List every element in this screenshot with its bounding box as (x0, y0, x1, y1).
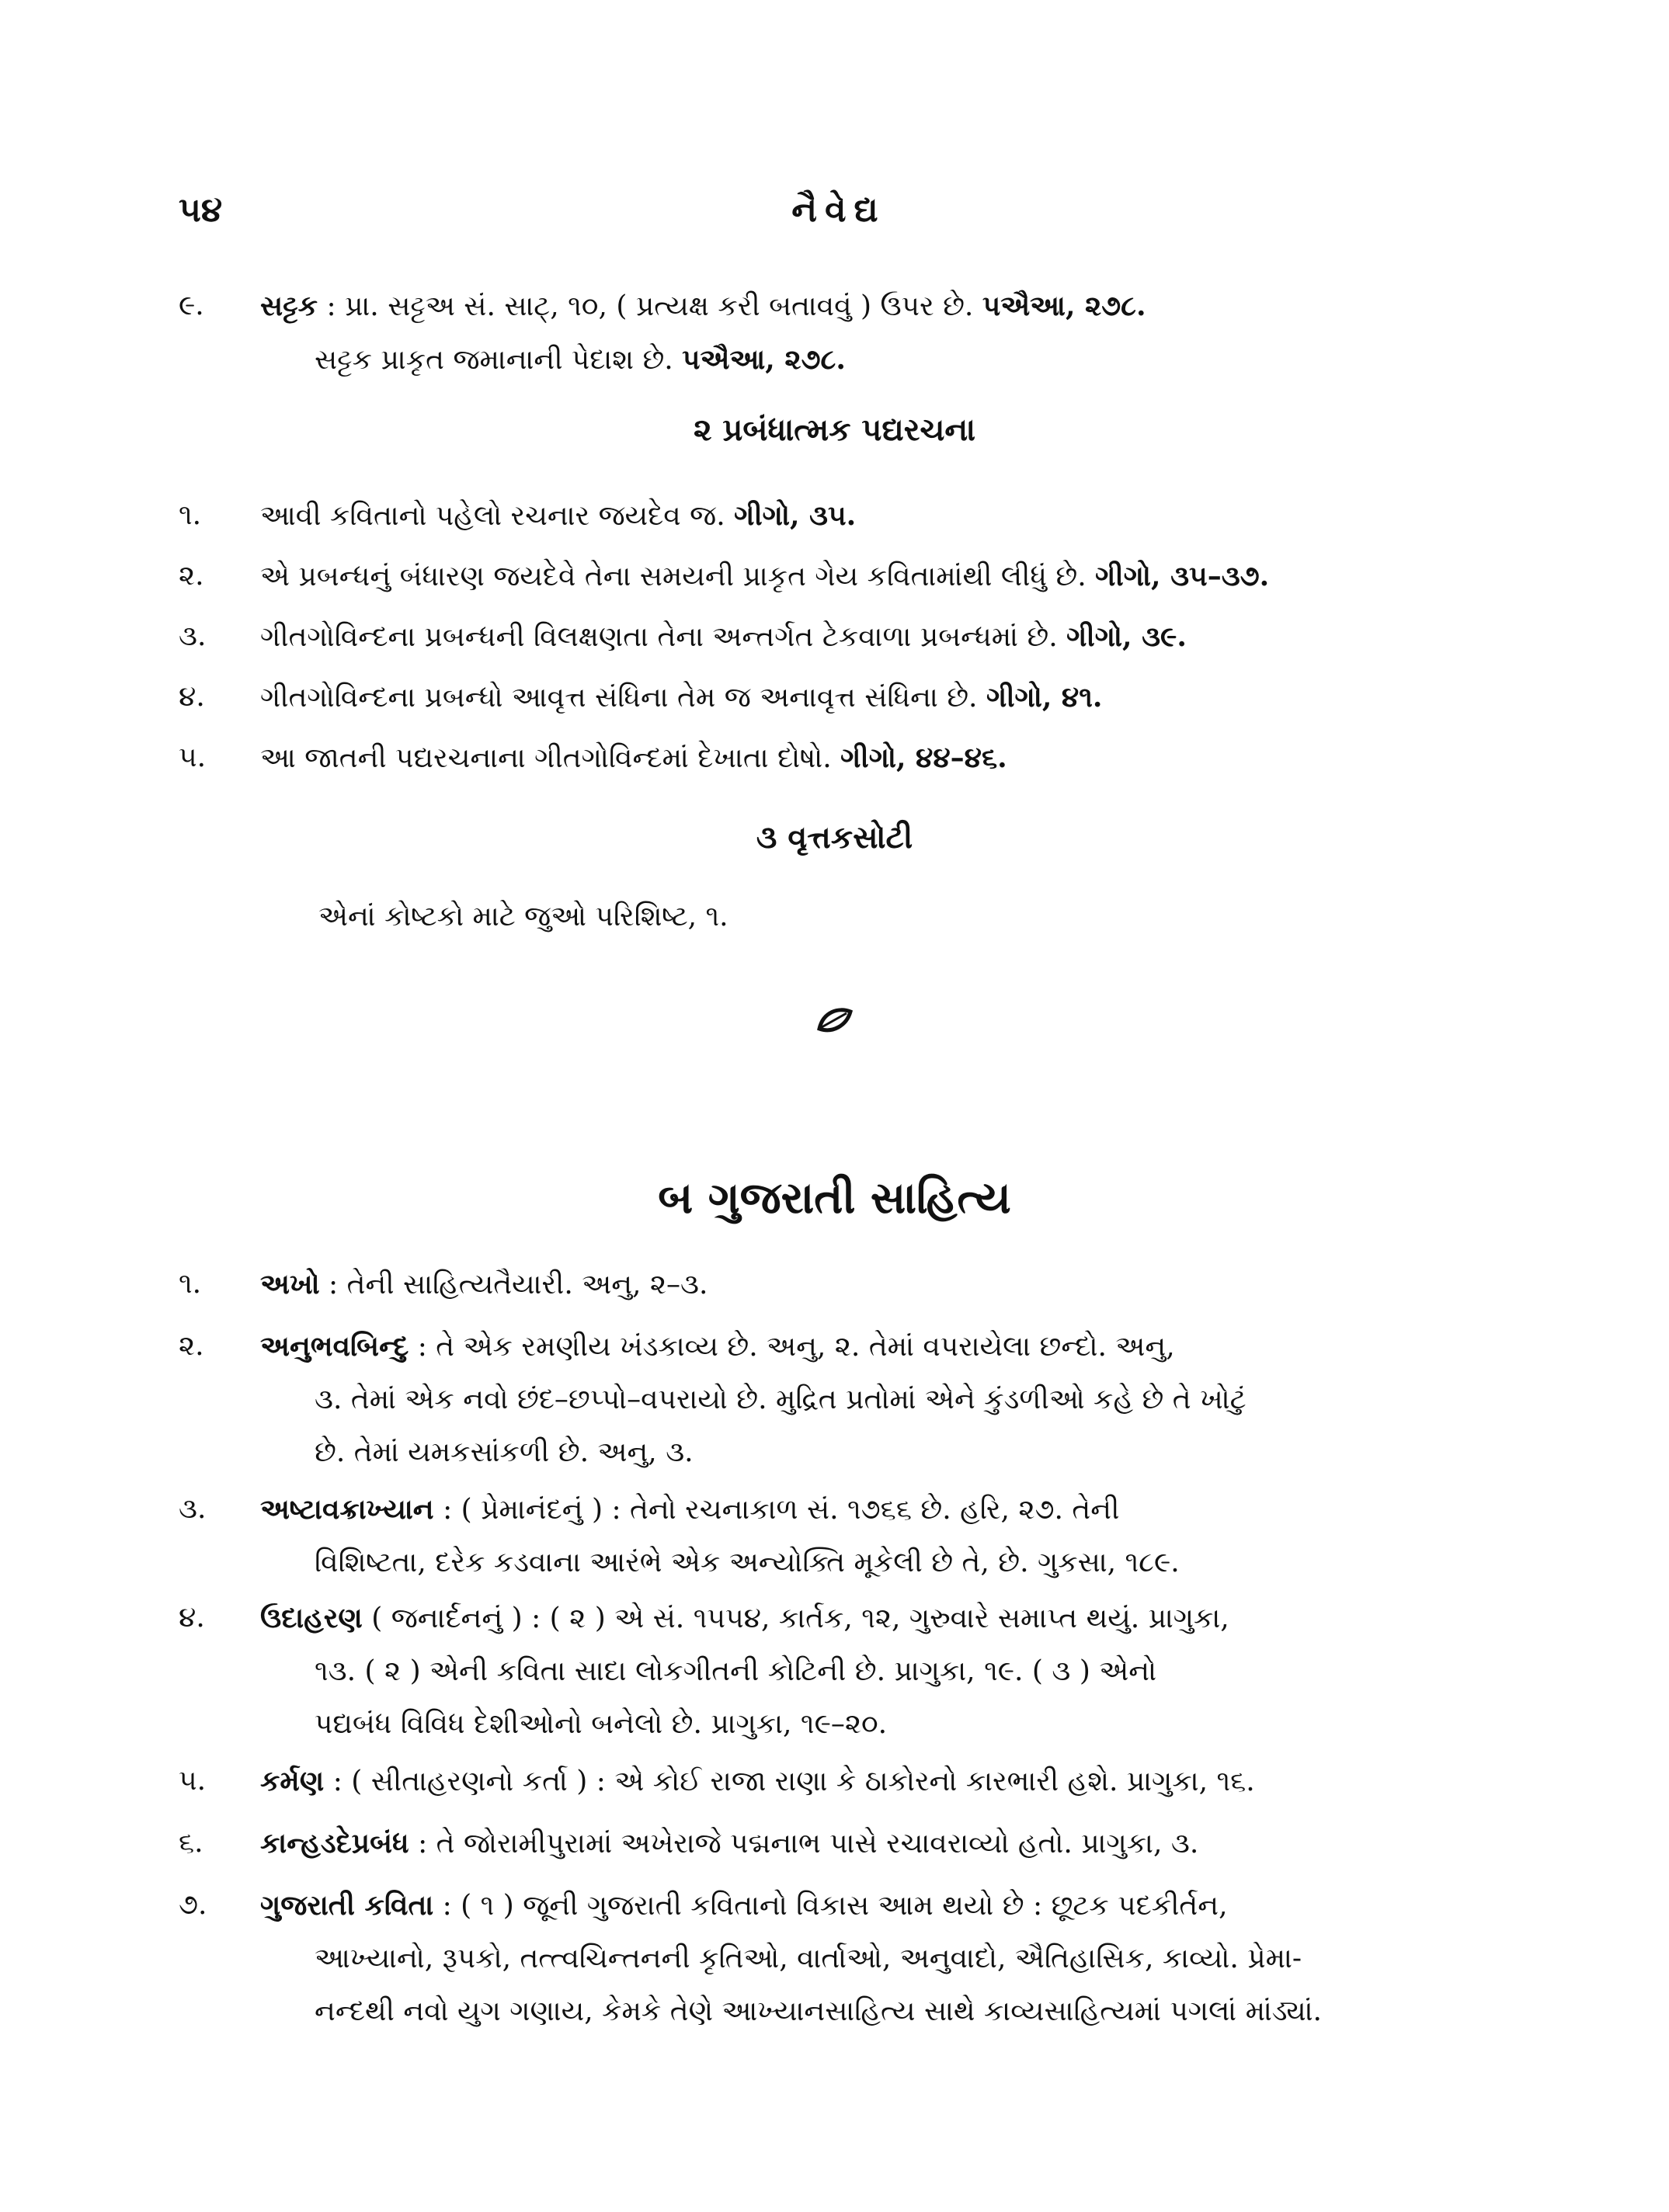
entry-number: ૩. (179, 1493, 207, 1525)
page-number: ૫૪ (179, 190, 223, 230)
entry-number: ૭. (179, 1889, 207, 1921)
entry-term: ઉદાહરણ (260, 1602, 363, 1634)
item-text: ગીતગોવિન્દના પ્રબન્ધની વિલક્ષણતા તેના અન્તર્ગત ટેકવાળા પ્રબન્ધમાં છે. (260, 621, 1058, 653)
entry-line: આખ્યાનો, રૂપકો, તત્ત્વચિન્તનની કૃતિઓ, વાર્તાઓ, અનુવાદો, ઐતિહાસિક, કાવ્યો. પ્રેમા- (315, 1943, 1302, 1974)
running-title: નૈવેદ્ય (791, 190, 886, 230)
major-heading-gujarati-sahitya: બ ગુજરાતી સાહિત્ય (658, 1172, 1011, 1224)
section2-item (179, 489, 1491, 543)
entry-term: અખો (260, 1268, 320, 1300)
item-reference: ગીગો, ૩૫–૩૭. (1095, 560, 1270, 592)
item-text: આવી કવિતાનો પહેલો રચનાર જયદેવ જ. (260, 500, 725, 532)
entry-line: ૩. તેમાં એક નવો છંદ–છપ્પો–વપરાયો છે. મુદ્રિત પ્રતોમાં એને કુંડળીઓ કહે છે તે ખોટું (315, 1384, 1247, 1415)
item-reference: ગીગો, ૩૯. (1066, 620, 1187, 653)
gujarati-entry (179, 1879, 1491, 2038)
entry-line: પદ્યબંધ વિવિધ દેશીઓનો બનેલો છે. પ્રાગુકા, ૧૯–૨૦. (315, 1708, 888, 1740)
entry-line: નન્દથી નવો યુગ ગણાય, કેમકે તેણે આખ્યાનસાહિત્ય સાથે કાવ્યસાહિત્યમાં પગલાં માંડ્યાં. (315, 1995, 1322, 2027)
entry-continuation (315, 333, 1491, 387)
entry-term: અષ્ટાવક્રાખ્યાન (260, 1493, 434, 1526)
section-heading-2: ૨ પ્રબંધાત્મક પદ્યરચના (693, 411, 975, 448)
entry-term: સટ્ટક (260, 290, 318, 322)
entry-number: ૬. (179, 1827, 203, 1859)
item-text: ગીતગોવિન્દના પ્રબન્ધો આવૃત્ત સંધિના તેમ જ અનાવૃત્ત સંધિના છે. (260, 682, 978, 714)
entry-line: : ( સીતાહરણનો કર્તા ) : એ કોઈ રાજા રાણા કે ઠાકોરનો કારભારી હશે. પ્રાગુકા, ૧૬. (332, 1766, 1255, 1797)
entry-line: : ( ૧ ) જૂની ગુજરાતી કવિતાનો વિકાસ આમ થયો છે : છૂટક પદકીર્તન, (442, 1890, 1228, 1922)
entry-number: ૪. (179, 1602, 205, 1634)
entry-term: અનુભવબિન્દુ (260, 1330, 409, 1363)
gujarati-entry (179, 1817, 1491, 1870)
entry-line: : તેની સાહિત્યતૈયારી. અનુ, ૨–૩. (329, 1269, 708, 1300)
gujarati-entry (179, 1258, 1491, 1311)
entry-line: : તે જોરામીપુરામાં અખેરાજે પદ્મનાભ પાસે રચાવરાવ્યો હતો. પ્રાગુકા, ૩. (418, 1828, 1199, 1860)
gujarati-entry (179, 1483, 1491, 1589)
entry-number: ૯. (179, 290, 204, 321)
item-number: ૪. (179, 681, 205, 713)
item-text: આ જાતની પદ્યરચનાના ગીતગોવિન્દમાં દેખાતા દોષો. (260, 742, 832, 774)
item-number: ૩. (179, 620, 207, 652)
entry-number: ૧. (179, 1268, 202, 1300)
item-number: ૫. (179, 741, 207, 773)
entry-term: કાન્હડદેપ્રબંધ (260, 1827, 409, 1860)
gujarati-entry (179, 1320, 1491, 1479)
section2-item (179, 731, 1491, 785)
entry-line: : ( પ્રેમાનંદનું ) : તેનો રચનાકાળ સં. ૧૭૬૬ છે. હરિ, ૨૭. તેની (443, 1494, 1120, 1526)
section-heading-3: ૩ વૃત્તકસોટી (756, 819, 913, 856)
entry-9-sattak (179, 280, 1491, 387)
entry-reference: પઐઆ, ૨૭૮. (682, 343, 846, 376)
entry-text: સટ્ટક પ્રાકૃત જમાનાની પેદાશ છે. (315, 344, 673, 376)
item-text: એ પ્રબન્ધનું બંધારણ જયદેવે તેના સમયની પ્રાકૃત ગેય કવિતામાંથી લીધું છે. (260, 561, 1087, 592)
entry-line: છે. તેમાં યમકસાંકળી છે. અનુ, ૩. (315, 1436, 694, 1468)
section2-item (179, 550, 1491, 603)
entry-line: વિશિષ્ટતા, દરેક કડવાના આરંભે એક અન્યોક્તિ મૂકેલી છે તે, છે. ગુકસા, ૧૮૯. (315, 1547, 1180, 1578)
section3-note: એનાં કોષ્ટકો માટે જુઓ પરિશિષ્ટ, ૧. (318, 901, 728, 932)
item-number: ૧. (179, 499, 202, 531)
entry-reference: પઐઆ, ૨૭૮. (982, 290, 1146, 322)
gujarati-entry (179, 1592, 1491, 1751)
entry-text: : પ્રા. સટ્ટઅ સં. સાટ્, ૧૦, ( પ્રત્યક્ષ કરી બતાવવું ) ઉપર છે. (326, 290, 974, 322)
item-reference: ગીગો, ૪૧. (986, 681, 1103, 714)
item-number: ૨. (179, 560, 204, 592)
section2-item (179, 671, 1491, 724)
entry-line: ( જનાર્દનનું ) : ( ૨ ) એ સં. ૧૫૫૪, કાર્તક, ૧૨, ગુરુવારે સમાપ્ત થયું. પ્રાગુકા, (371, 1603, 1229, 1634)
leaf-ornament-icon (815, 1005, 854, 1037)
entry-line: ૧૩. ( ૨ ) એની કવિતા સાદા લોકગીતની કોટિની છે. પ્રાગુકા, ૧૯. ( ૩ ) એનો (315, 1655, 1157, 1687)
page-header (179, 190, 1499, 245)
entry-line: : તે એક રમણીય ખંડકાવ્ય છે. અનુ, ૨. તેમાં વપરાયેલા છન્દો. અનુ, (417, 1331, 1175, 1363)
gujarati-entry (179, 1755, 1491, 1808)
entry-body (260, 280, 1491, 333)
item-reference: ગીગો, ૪૪–૪૬. (840, 741, 1007, 774)
section2-item (179, 610, 1491, 664)
entry-number: ૫. (179, 1765, 207, 1797)
entry-term: ગુજરાતી કવિતા (260, 1889, 434, 1922)
entry-number: ૨. (179, 1330, 204, 1362)
item-reference: ગીગો, ૩૫. (734, 499, 857, 532)
entry-term: કર્મણ (260, 1765, 325, 1797)
